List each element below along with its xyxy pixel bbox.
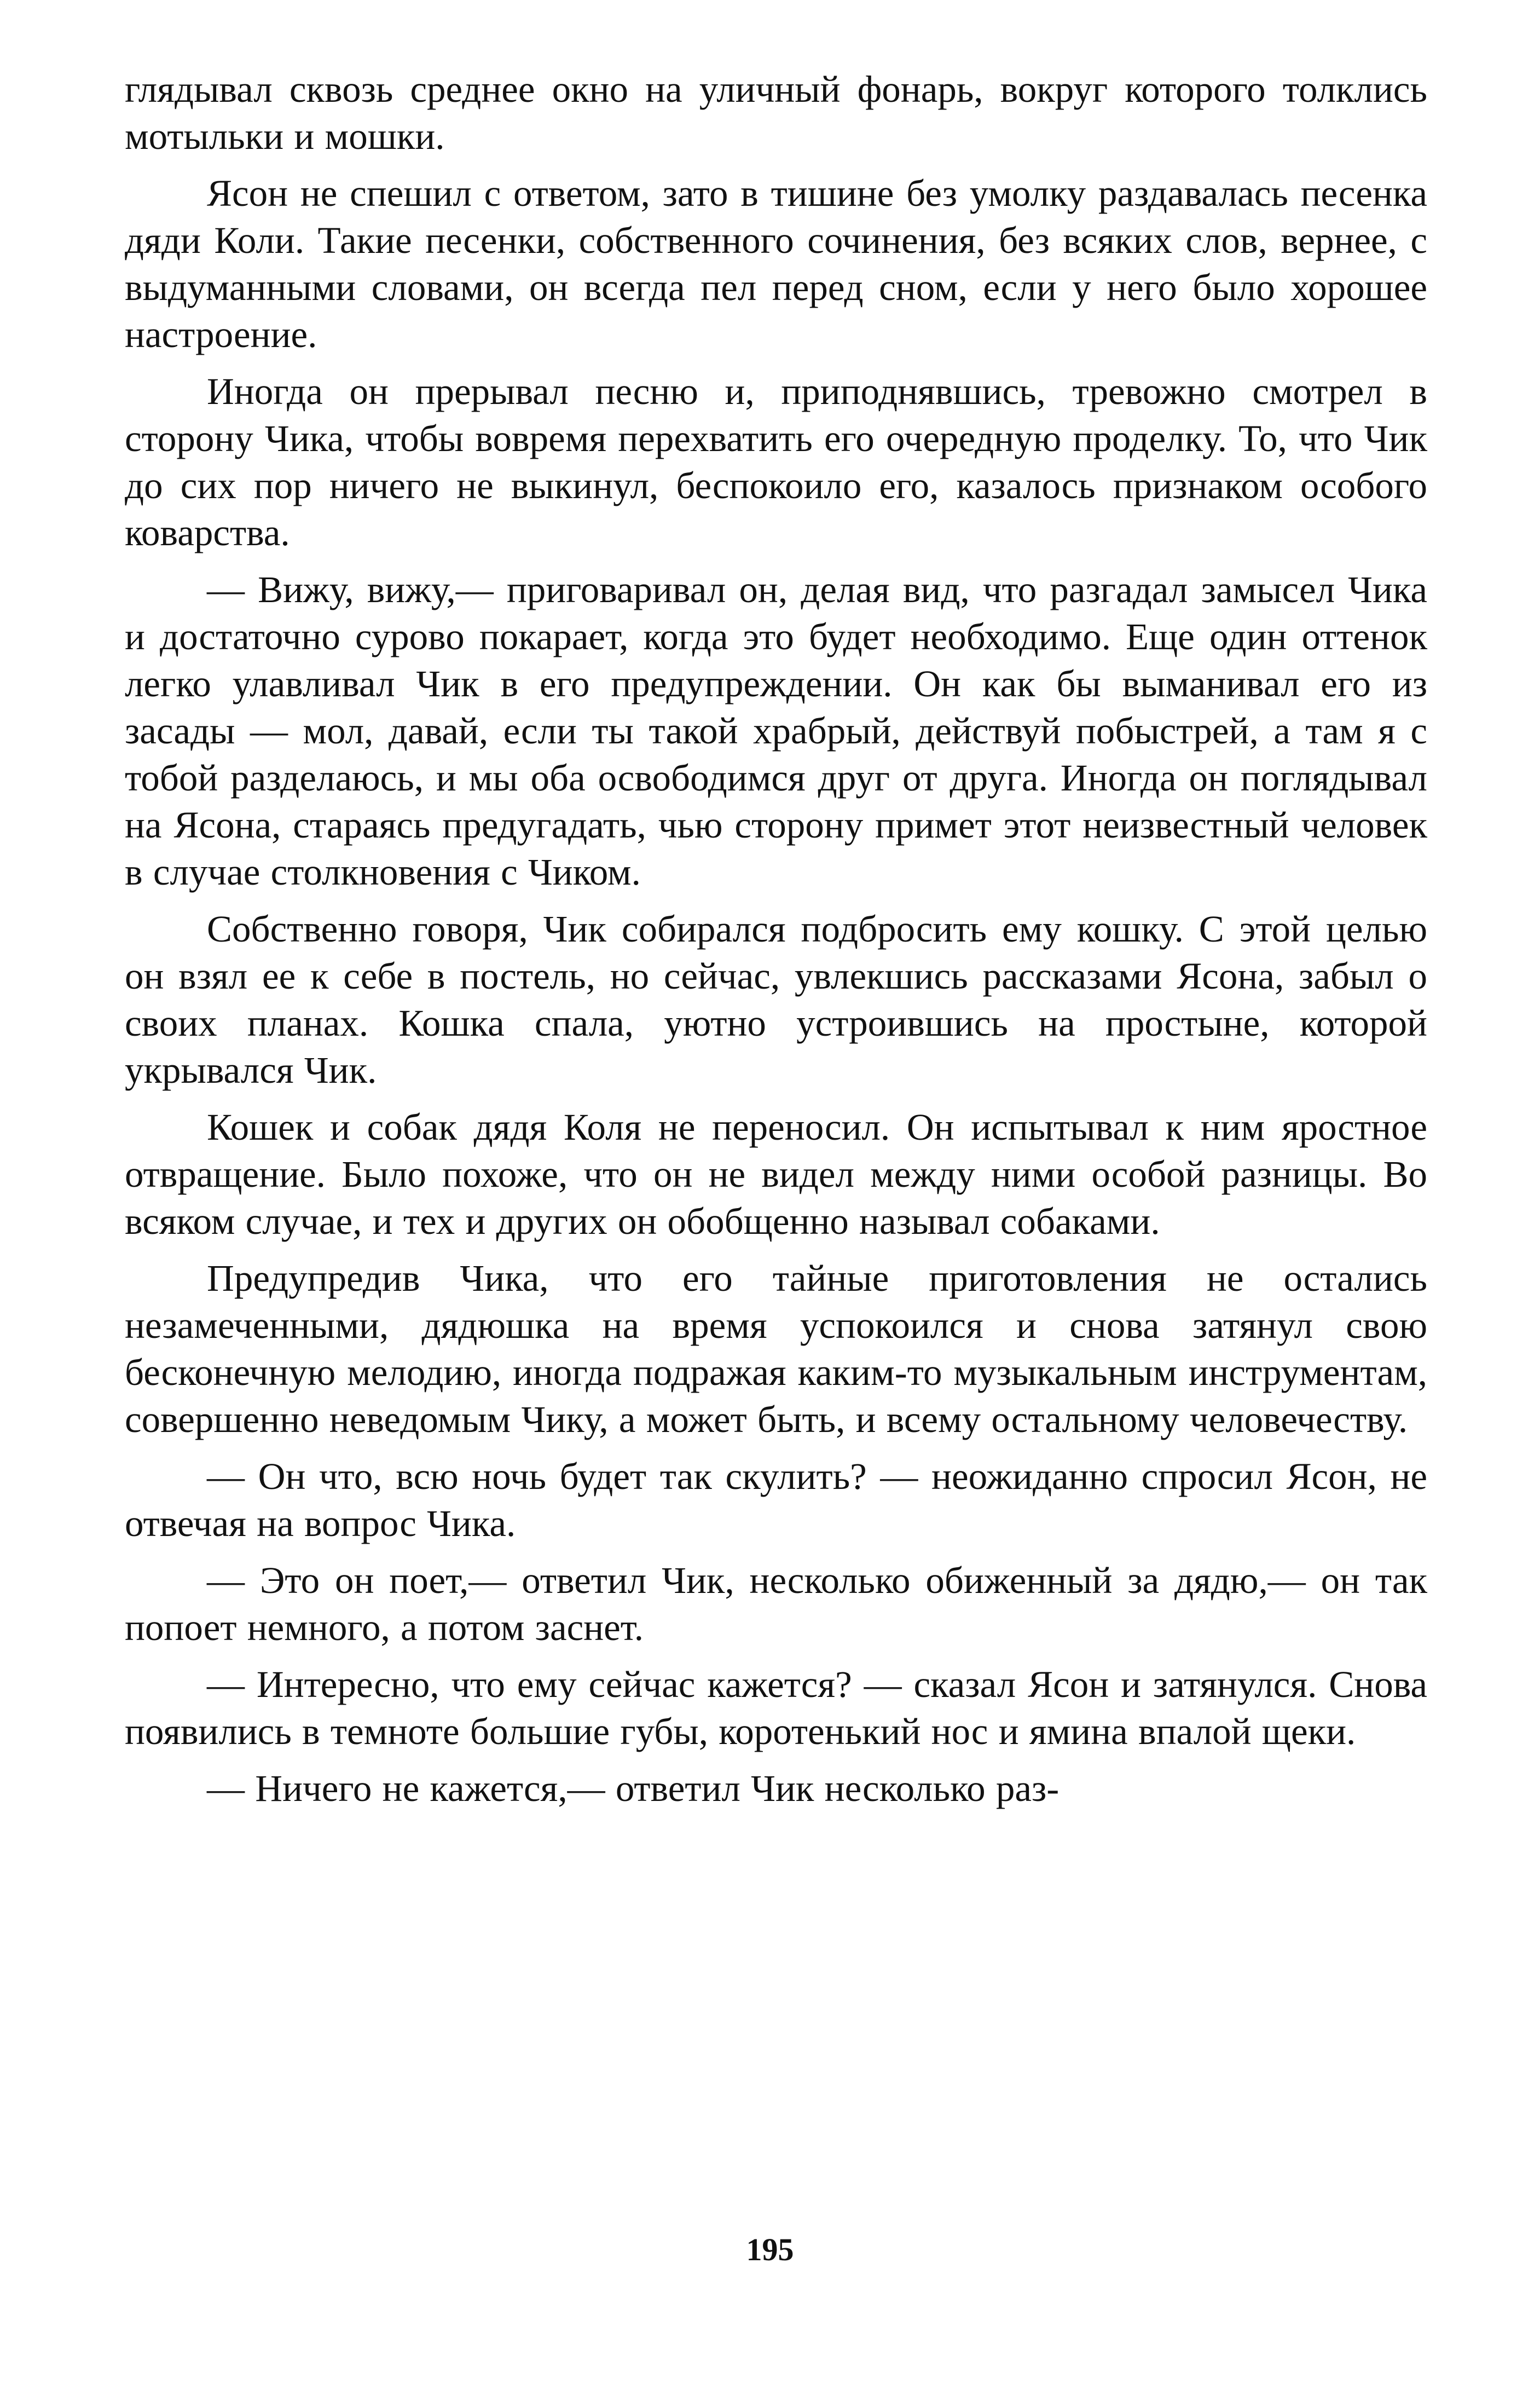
paragraph: Иногда он прерывал песню и, приподнявшись, тревожно смотрел в сторону Чика, чтобы вовремя перехватить его очередную проделку. То, что Чик до сих пор ничего не выкинул, беспокоило его, казалось признаком особого коварства.: [125, 371, 1427, 553]
paragraph-continuation: глядывал сквозь среднее окно на уличный фонарь, вокруг которого толклись мотыльки и мошки.: [125, 68, 1427, 157]
dialogue-paragraph: — Интересно, что ему сейчас кажется? — сказал Ясон и затянулся. Снова появились в темноте большие губы, коротенький нос и ямина впалой щеки.: [125, 1664, 1427, 1752]
paragraph: Ясон не спешил с ответом, зато в тишине без умолку раздавалась песенка дяди Коли. Такие песенки, собственного сочинения, без всяких слов, вернее, с выдуманными словами, он всегда пел перед сном, если у него было хорошее настроение.: [125, 172, 1427, 355]
dialogue-paragraph: — Ничего не кажется,— ответил Чик несколько раз-: [207, 1768, 1060, 1809]
page-number: 195: [746, 2232, 794, 2267]
dialogue-paragraph: — Это он поет,— ответил Чик, несколько обиженный за дядю,— он так попоет немного, а потом заснет.: [125, 1560, 1427, 1648]
paragraph: — Вижу, вижу,— приговаривал он, делая вид, что разгадал замысел Чика и достаточно сурово покарает, когда это будет необходимо. Еще один оттенок легко улавливал Чик в его предупреждении. Он как бы выманивал его из засады — мол, давай, если ты такой храбрый, действуй побыстрей, а там я с тобой разделаюсь, и мы оба освободимся друг от друга. Иногда он поглядывал на Ясона, стараясь предугадать, чью сторону примет этот неизвестный человек в случае столкновения с Чиком.: [125, 569, 1427, 893]
dialogue-paragraph: — Он что, всю ночь будет так скулить? — неожиданно спросил Ясон, не отвечая на вопрос Чика.: [125, 1456, 1427, 1544]
paragraph: Предупредив Чика, что его тайные приготовления не остались незамеченными, дядюшка на время успокоился и снова затянул свою бесконечную мелодию, иногда подражая каким-то музыкальным инструментам, совершенно неведомым Чику, а может быть, и всему остальному человечеству.: [125, 1257, 1427, 1440]
book-page-text: [125, 66, 1427, 1822]
paragraph: Кошек и собак дядя Коля не переносил. Он испытывал к ним яростное отвращение. Было похоже, что он не видел между ними особой разницы. Во всяком случае, и тех и других он обобщенно называл собаками.: [125, 1106, 1427, 1242]
paragraph: Собственно говоря, Чик собирался подбросить ему кошку. С этой целью он взял ее к себе в постель, но сейчас, увлекшись рассказами Ясона, забыл о своих планах. Кошка спала, уютно устроившись на простыне, которой укрывался Чик.: [125, 908, 1427, 1091]
